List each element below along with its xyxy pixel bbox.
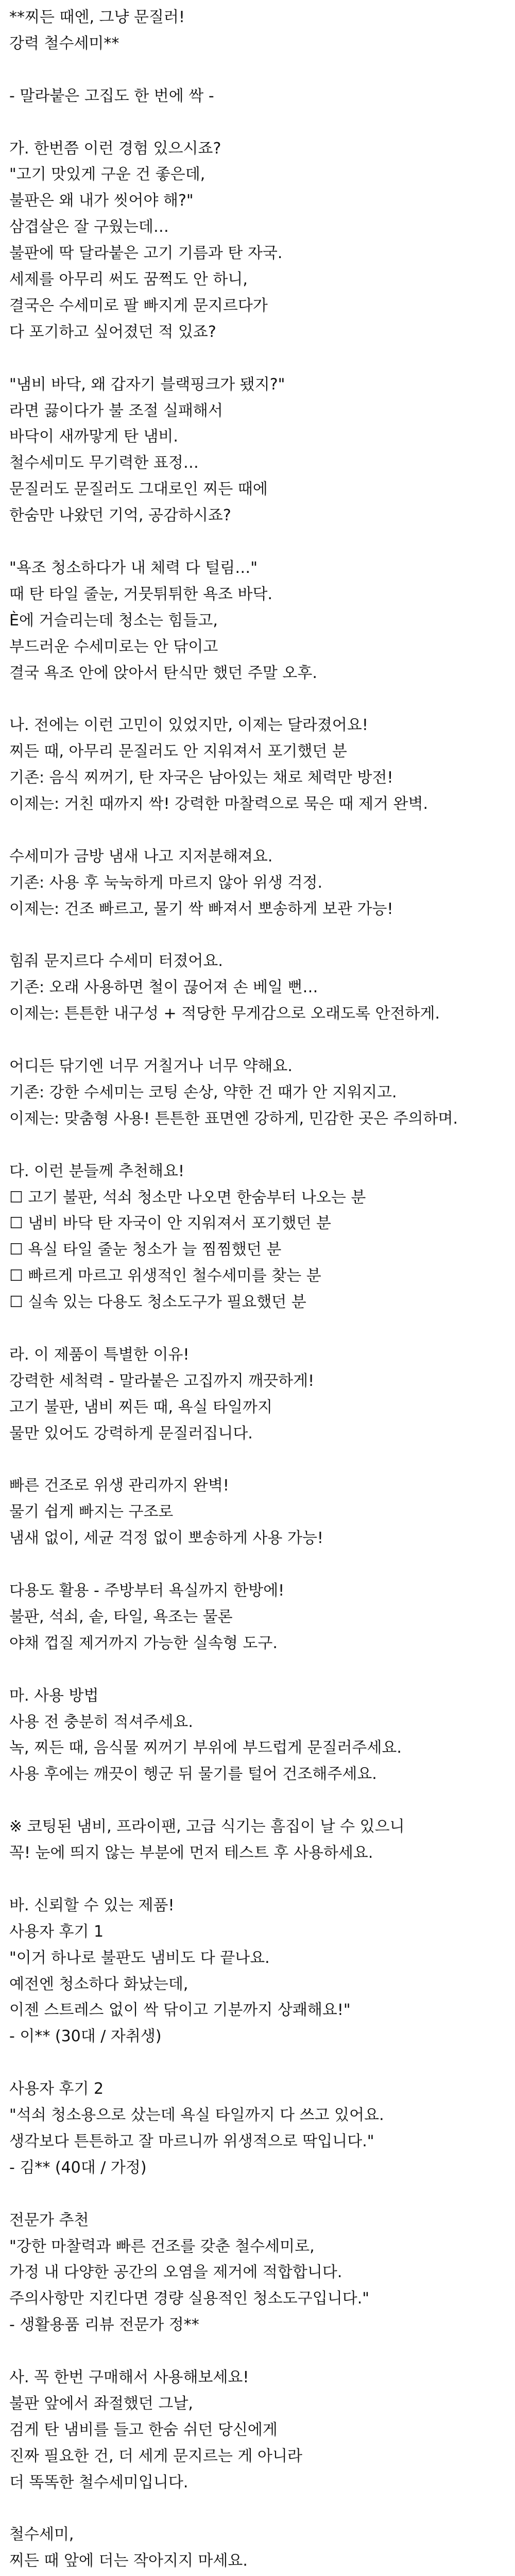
text-line: 꼭! 눈에 띄지 않는 부분에 먼저 테스트 후 사용하세요.: [9, 1844, 373, 1862]
text-line: 나. 전에는 이런 고민이 있었지만, 이제는 달라졌어요!: [9, 716, 368, 735]
text-line: 사용자 후기 2: [9, 2080, 104, 2098]
text-line: 야채 껍질 제거까지 가능한 실속형 도구.: [9, 1634, 278, 1652]
text-line: 라면 끓이다가 불 조절 실패해서: [9, 401, 223, 420]
text-line: ☐ 고기 불판, 석쇠 청소만 나오면 한숨부터 나오는 분: [9, 1188, 366, 1207]
text-line: ※ 코팅된 냄비, 프라이팬, 고급 식기는 흠집이 날 수 있으니: [9, 1818, 405, 1836]
text-line: "석쇠 청소용으로 샀는데 욕실 타일까지 다 쓰고 있어요.: [9, 2106, 384, 2124]
text-line: ☐ 실속 있는 다용도 청소도구가 필요했던 분: [9, 1293, 306, 1312]
text-line: "욕조 청소하다가 내 체력 다 털림…": [9, 558, 258, 577]
text-line: 예전엔 청소하다 화났는데,: [9, 1975, 188, 1993]
text-line: 물만 있어도 강력하게 문질러집니다.: [9, 1424, 253, 1443]
text-line: - 김** (40대 / 가정): [9, 2158, 147, 2177]
text-line: 불판은 왜 내가 씻어야 해?": [9, 192, 194, 210]
text-line: 찌든 때 앞에 더는 작아지지 마세요.: [9, 2552, 248, 2570]
text-line: 진짜 필요한 건, 더 세게 문지르는 게 아니라: [9, 2447, 302, 2465]
text-line: 기존: 사용 후 눅눅하게 마르지 않아 위생 걱정.: [9, 873, 323, 892]
text-line: 녹, 찌든 때, 음식물 찌꺼기 부위에 부드럽게 문질러주세요.: [9, 1739, 402, 1757]
text-line: **찌든 때엔, 그냥 문질러!: [9, 8, 185, 26]
text-line: 기존: 강한 수세미는 코팅 손상, 약한 건 때가 안 지워지고.: [9, 1083, 397, 1101]
text-line: 다 포기하고 싶어졌던 적 있죠?: [9, 323, 216, 341]
text-line: 한숨만 나왔던 기억, 공감하시죠?: [9, 506, 231, 525]
text-line: 이젠 스트레스 없이 싹 닦이고 기분까지 상쾌해요!": [9, 2001, 351, 2020]
text-line: 강력 철수세미**: [9, 34, 119, 53]
text-line: 어디든 닦기엔 너무 거칠거나 너무 약해요.: [9, 1057, 293, 1075]
text-line: 검게 탄 냄비를 들고 한숨 쉬던 당신에게: [9, 2420, 278, 2439]
text-line: 불판 앞에서 좌절했던 그날,: [9, 2394, 193, 2413]
text-line: 기존: 오래 사용하면 철이 끊어져 손 베일 뻔…: [9, 978, 318, 997]
text-line: 결국 욕조 안에 앉아서 탄식만 했던 주말 오후.: [9, 664, 317, 682]
text-line: ☐ 빠르게 마르고 위생적인 철수세미를 찾는 분: [9, 1267, 321, 1285]
text-line: - 이** (30대 / 자취생): [9, 2027, 162, 2046]
text-line: 삼겹살은 잘 구웠는데…: [9, 218, 169, 236]
text-line: 사용 후에는 깨끗이 헹군 뒤 물기를 털어 건조해주세요.: [9, 1765, 377, 1784]
text-line: 전문가 추천: [9, 2211, 89, 2229]
text-line: 라. 이 제품이 특별한 이유!: [9, 1345, 190, 1364]
text-line: 철수세미도 무기력한 표정…: [9, 454, 199, 472]
text-line: 이제는: 맞춤형 사용! 튼튼한 표면엔 강하게, 민감한 곳은 주의하며.: [9, 1109, 458, 1128]
text-line: ☐ 냄비 바닥 탄 자국이 안 지워져서 포기했던 분: [9, 1214, 331, 1233]
text-line: 빠른 건조로 위생 관리까지 완벽!: [9, 1477, 229, 1495]
text-line: ☐ 욕실 타일 줄눈 청소가 늘 찜찜했던 분: [9, 1241, 282, 1259]
text-line: 불판에 딱 달라붙은 고기 기름과 탄 자국.: [9, 244, 283, 263]
text-line: 세제를 아무리 써도 꿈쩍도 안 하니,: [9, 270, 248, 289]
text-line: 사용 전 충분히 적셔주세요.: [9, 1713, 193, 1731]
text-line: 문질러도 문질러도 그대로인 찌든 때에: [9, 480, 268, 499]
text-line: 다. 이런 분들께 추천해요!: [9, 1162, 184, 1180]
text-line: 이제는: 건조 빠르고, 물기 싹 빠져서 뽀송하게 보관 가능!: [9, 900, 393, 918]
text-line: 이제는: 거친 때까지 싹! 강력한 마찰력으로 묵은 때 제거 완벽.: [9, 795, 428, 813]
text-line: 물기 쉽게 빠지는 구조로: [9, 1503, 174, 1521]
text-line: 더 똑똑한 철수세미입니다.: [9, 2473, 188, 2492]
text-line: "냄비 바닥, 왜 갑자기 블랙핑크가 됐지?": [9, 375, 285, 394]
text-line: 마. 사용 방법: [9, 1686, 99, 1705]
text-line: 다용도 활용 - 주방부터 욕실까지 한방에!: [9, 1582, 285, 1600]
text-line: 가정 내 다양한 공간의 오염을 제거에 적합합니다.: [9, 2263, 342, 2282]
text-line: - 말라붙은 고집도 한 번에 싹 -: [9, 87, 214, 105]
text-line: 사. 꼭 한번 구매해서 사용해보세요!: [9, 2368, 249, 2386]
text-line: "이거 하나로 불판도 냄비도 다 끝나요.: [9, 1948, 270, 1967]
text-line: 찌든 때, 아무리 문질러도 안 지워져서 포기했던 분: [9, 742, 347, 761]
text-line: 수세미가 금방 냄새 나고 지저분해져요.: [9, 847, 273, 866]
text-line: 불판, 석쇠, 솥, 타일, 욕조는 물론: [9, 1607, 233, 1626]
text-line: 강력한 세척력 - 말라붙은 고집까지 깨끗하게!: [9, 1371, 315, 1390]
text-line: - 생활용품 리뷰 전문가 정**: [9, 2316, 199, 2334]
text-line: 기존: 음식 찌꺼기, 탄 자국은 남아있는 채로 체력만 방전!: [9, 769, 393, 787]
text-line: "강한 마찰력과 빠른 건조를 갖춘 철수세미로,: [9, 2237, 315, 2256]
text-line: "고기 맛있게 구운 건 좋은데,: [9, 165, 205, 184]
text-line: 고기 불판, 냄비 찌든 때, 욕실 타일까지: [9, 1398, 272, 1416]
text-line: È에 거슬리는데 청소는 힘들고,: [9, 611, 218, 630]
text-line: 결국은 수세미로 팔 빠지게 문지르다가: [9, 296, 268, 315]
text-line: 냄새 없이, 세균 걱정 없이 뽀송하게 사용 가능!: [9, 1529, 323, 1548]
text-line: 힘줘 문지르다 수세미 터졌어요.: [9, 952, 223, 971]
text-line: 생각보다 튼튼하고 잘 마르니까 위생적으로 딱입니다.": [9, 2132, 374, 2150]
text-line: 부드러운 수세미로는 안 닦이고: [9, 637, 218, 656]
text-line: 바닥이 새까맣게 탄 냄비.: [9, 428, 178, 446]
text-line: 때 탄 타일 줄눈, 거뭇튀튀한 욕조 바닥.: [9, 585, 272, 603]
text-line: 가. 한번쯤 이런 경험 있으시죠?: [9, 139, 221, 158]
text-line: 이제는: 튼튼한 내구성 + 적당한 무게감으로 오래도록 안전하게.: [9, 1005, 440, 1023]
text-line: 철수세미,: [9, 2526, 74, 2544]
text-line: 주의사항만 지킨다면 경량 실용적인 청소도구입니다.": [9, 2290, 370, 2308]
text-line: 바. 신뢰할 수 있는 제품!: [9, 1896, 175, 1914]
text-line: 사용자 후기 1: [9, 1922, 104, 1941]
